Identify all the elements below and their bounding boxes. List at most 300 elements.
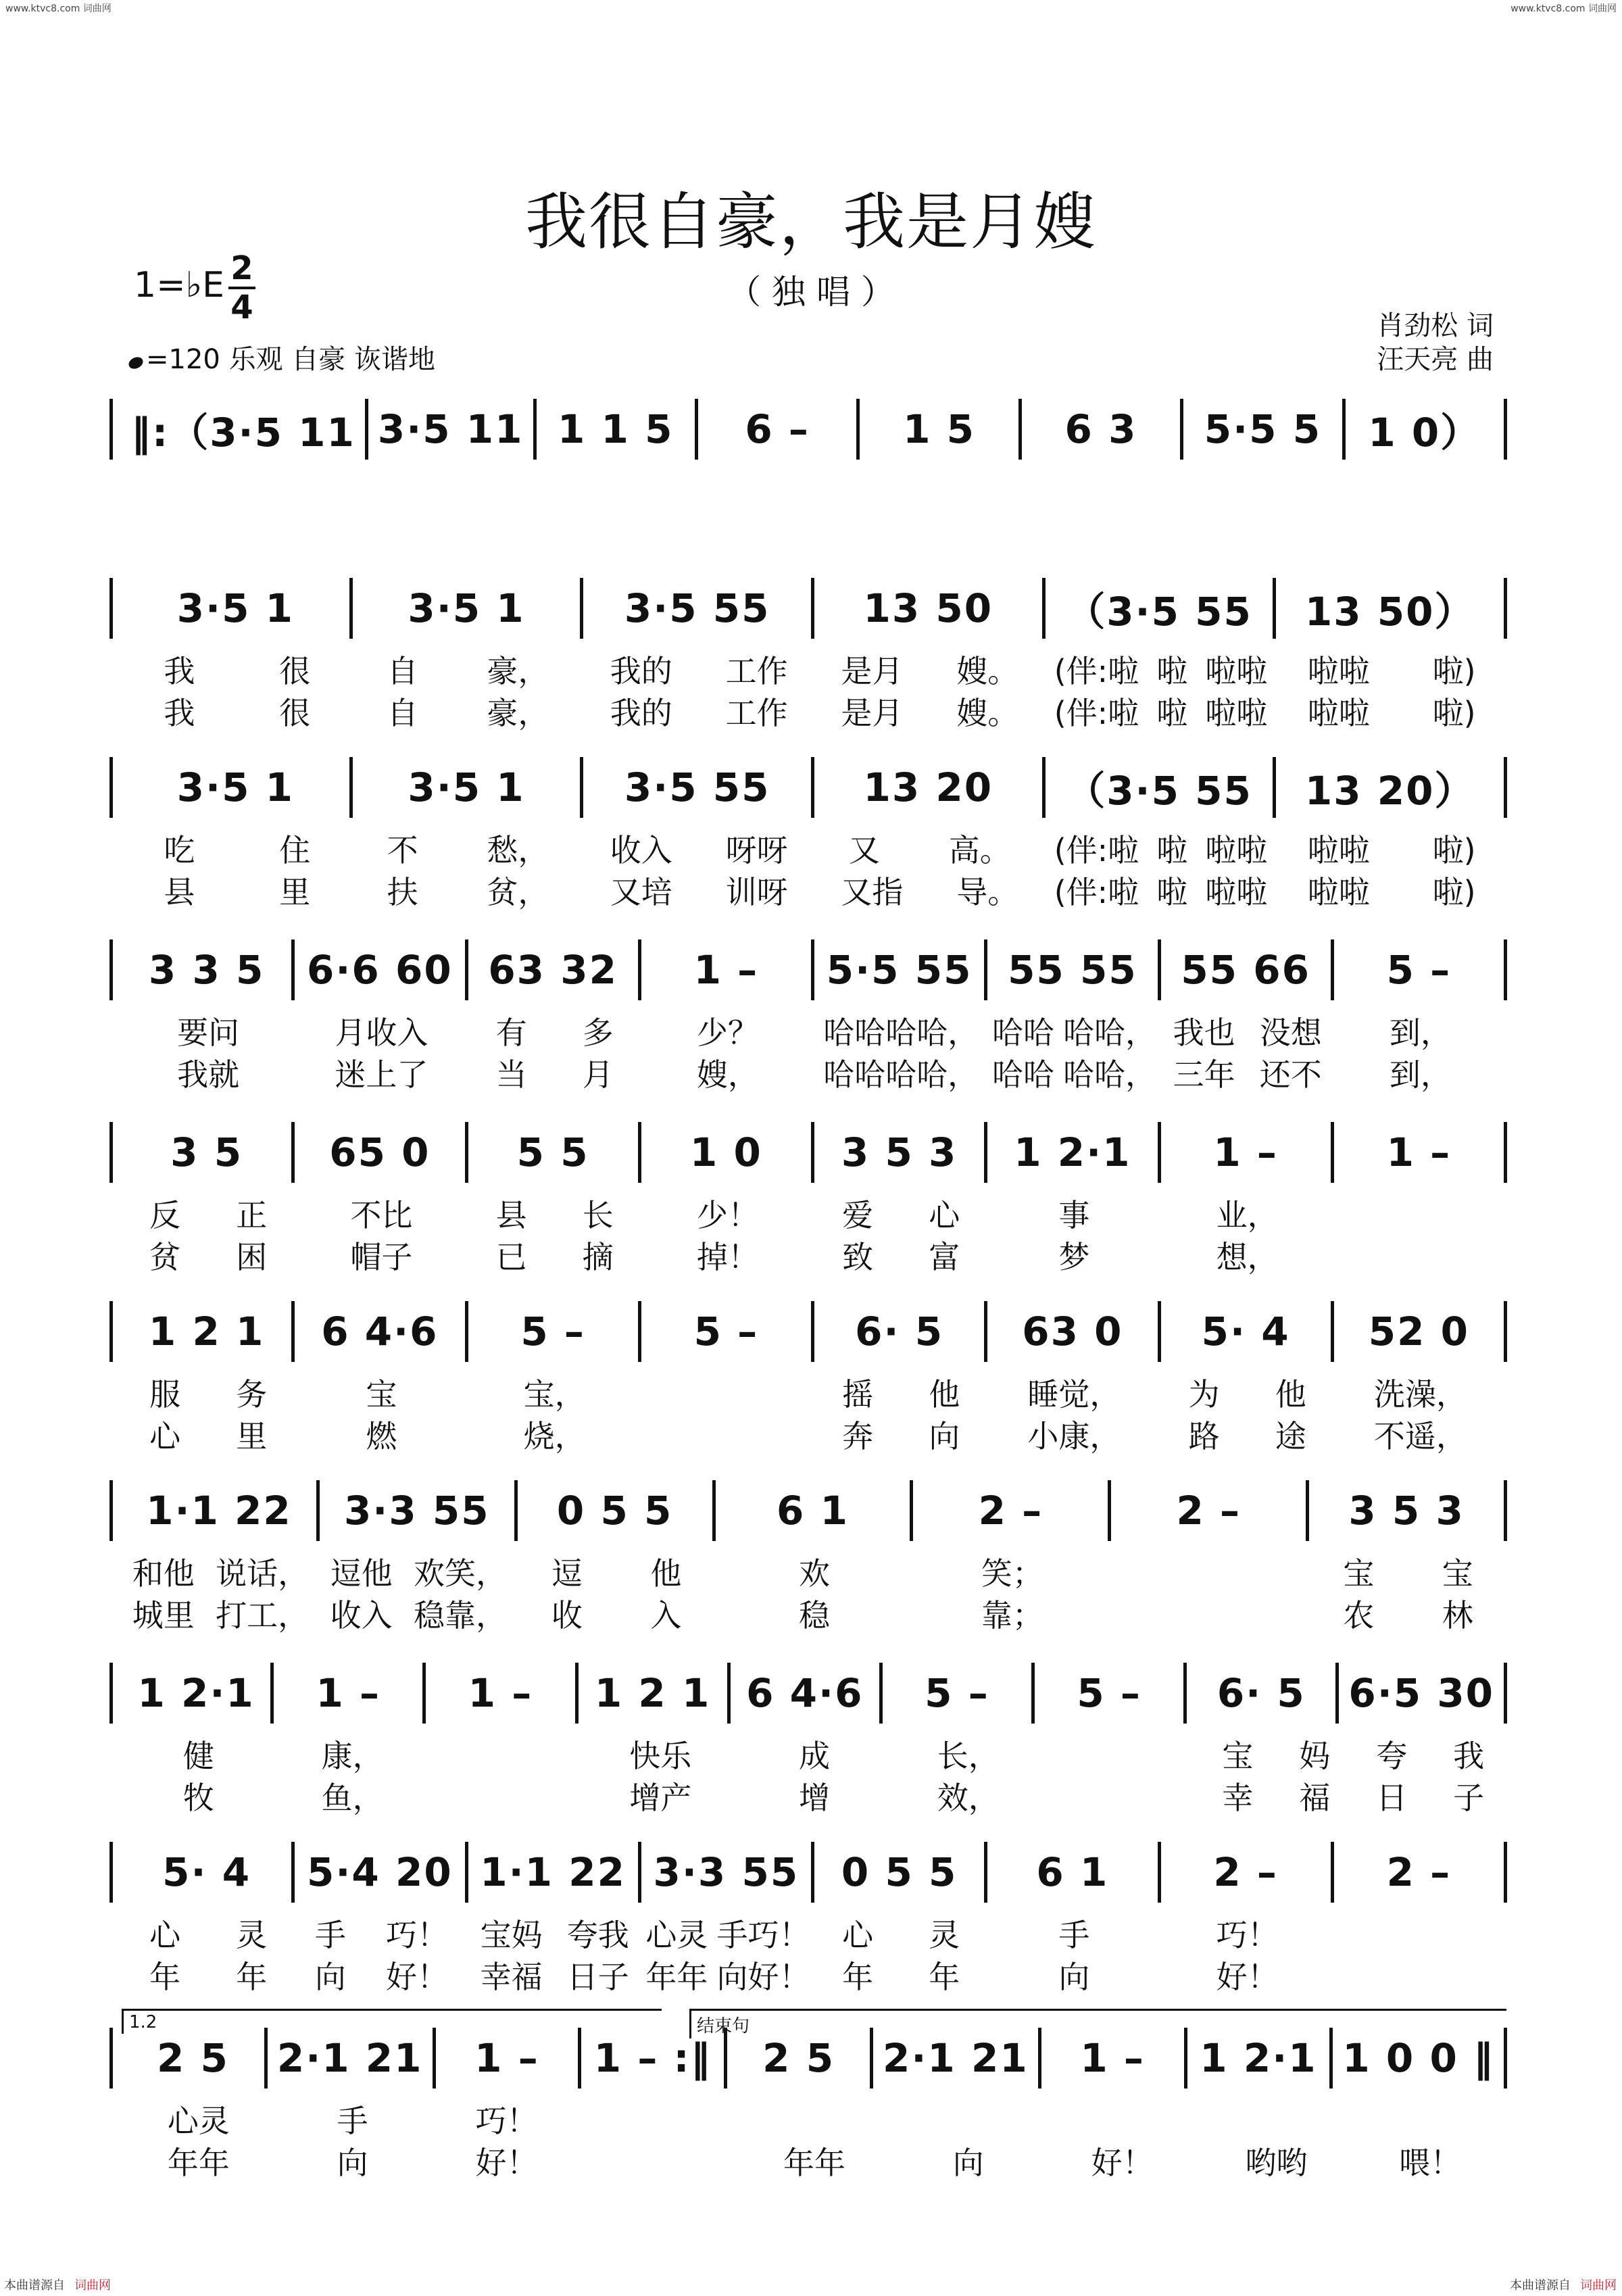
measure-notes: 6 4·6 <box>746 1670 864 1716</box>
lyric-word: 牧 <box>182 1780 214 1816</box>
measure-notes: 1 5 <box>903 406 976 452</box>
lyric-segment <box>814 647 1046 691</box>
lyric-segment <box>583 2097 737 2141</box>
lyric-word: 心 <box>842 1917 874 1953</box>
lyric-word: 梦 <box>1058 1239 1090 1275</box>
lyrics-verse-1 <box>122 1191 1507 1236</box>
lyric-word: 哟哟 <box>1245 2145 1308 2181</box>
lyric-segment <box>641 1008 814 1053</box>
lyric-word: 收 <box>551 1597 583 1634</box>
lyric-word: 心灵 <box>645 1917 708 1953</box>
lyric-word: 路 <box>1188 1418 1220 1455</box>
lyrics-verse-1 <box>122 2097 1507 2141</box>
measure-notes: 1 – <box>468 1670 533 1716</box>
lyric-word: 烧， <box>523 1418 586 1455</box>
lyric-word: 向 <box>929 1418 960 1455</box>
measure-notes: 1 0 <box>689 1129 762 1175</box>
lyric-word: 长， <box>937 1738 1000 1774</box>
lyric-word: 成 <box>799 1738 831 1774</box>
measure-notes: 13 20 <box>863 764 993 810</box>
lyric-segment <box>1046 2097 1200 2141</box>
lyric-segment <box>583 826 814 871</box>
measure-notes: 5·5 5 <box>1204 406 1322 452</box>
lyric-word: 嫂， <box>696 1056 759 1093</box>
lyric-word: 没想 <box>1259 1015 1322 1051</box>
lyric-word: 靠； <box>981 1597 1043 1634</box>
measure-notes: 5 – <box>1386 947 1452 993</box>
lyric-word: 奔 <box>842 1418 874 1455</box>
lyric-segment <box>1161 1191 1334 1236</box>
measure <box>814 939 987 1000</box>
measure-notes: 6 4·6 <box>321 1309 439 1354</box>
measure-notes: 55 66 <box>1181 947 1310 993</box>
lyric-word: 燃 <box>366 1418 397 1455</box>
lyric-segment <box>468 1412 641 1457</box>
measure <box>1046 578 1277 639</box>
lyric-segment <box>468 1953 641 1997</box>
measure-notes: （3·5 55 <box>1066 768 1252 814</box>
lyric-segment <box>430 2139 584 2183</box>
lyric-word: 心 <box>149 1418 181 1455</box>
measure-notes: 1 2·1 <box>137 1670 255 1716</box>
quarter-note-icon <box>127 355 145 371</box>
song-title: 我很自豪，我是月嫂 <box>524 186 1097 258</box>
lyric-segment <box>641 1412 814 1457</box>
measure <box>1334 939 1507 1000</box>
time-top: 2 <box>230 249 253 287</box>
measure-notes: 6 3 <box>1064 406 1137 452</box>
lyric-word: 说话， <box>216 1555 310 1592</box>
lyrics-verse-2 <box>122 1050 1507 1095</box>
lyric-word: 困 <box>236 1239 268 1275</box>
lyric-segment <box>641 1191 814 1236</box>
lyric-word: 啦啦 <box>1307 832 1370 869</box>
lyric-word: 吃 <box>164 832 195 869</box>
measure-notes: 6 1 <box>1036 1849 1109 1895</box>
measure-notes: 5· 4 <box>1201 1309 1290 1354</box>
measure-notes: 2·1 21 <box>883 2035 1029 2081</box>
lyric-segment <box>814 868 1046 912</box>
lyric-word: 打工， <box>216 1597 310 1634</box>
lyric-word: 啦啦 <box>1307 874 1370 910</box>
lyric-word: 农 <box>1343 1597 1375 1634</box>
lyric-word: 向 <box>337 2145 368 2181</box>
measure-notes: 1·1 22 <box>480 1849 626 1895</box>
lyric-segment <box>1046 647 1277 691</box>
lyric-word: 笑； <box>981 1555 1043 1592</box>
lyric-word: 摇 <box>842 1376 874 1413</box>
lyric-segment <box>583 868 814 912</box>
measure-row <box>122 578 1507 639</box>
footer-right-brand: 词曲网 <box>1580 2278 1617 2293</box>
measure-row <box>122 1480 1507 1541</box>
lyric-word: 三年 <box>1173 1056 1235 1093</box>
lyric-word: 年 <box>842 1959 874 1995</box>
lyric-word: 巧！ <box>475 2103 538 2139</box>
lyric-word: 年年 <box>645 1959 708 1995</box>
lyric-word: (伴:啦 <box>1054 653 1139 689</box>
measure-notes: 5·5 55 <box>826 947 973 993</box>
lyric-word: 洗澡， <box>1373 1376 1467 1413</box>
lyric-segment <box>737 2097 891 2141</box>
measure-notes: 1 – <box>316 1670 381 1716</box>
measure-row <box>122 2028 1507 2089</box>
measure <box>518 1480 716 1541</box>
measure-notes: 3·5 1 <box>176 764 294 810</box>
measure <box>468 1842 641 1903</box>
lyric-word: 夸 <box>1376 1738 1408 1774</box>
lyric-word: 哈哈哈哈， <box>823 1015 979 1051</box>
lyric-word: 我就 <box>177 1056 240 1093</box>
lyric-word: 入 <box>650 1597 682 1634</box>
lyric-word: 啦啦 <box>1307 695 1370 731</box>
lyric-segment <box>913 1549 1111 1594</box>
lyric-word: 很 <box>279 653 311 689</box>
measure-notes: 1·1 22 <box>146 1488 292 1534</box>
measure-notes: 3·5 55 <box>624 764 770 810</box>
lyric-word: 好！ <box>1091 2145 1154 2181</box>
lyric-word: 途 <box>1275 1418 1306 1455</box>
lyric-word: 福 <box>1299 1780 1331 1816</box>
lyric-word: 好！ <box>385 1959 448 1995</box>
score-row <box>122 2012 1507 2224</box>
lyric-word: 已 <box>495 1239 527 1275</box>
measure-notes: 3 5 3 <box>841 1129 958 1175</box>
lyric-word: 贫， <box>487 874 549 910</box>
lyric-segment <box>468 1370 641 1415</box>
lyric-segment <box>1309 1549 1507 1594</box>
measure <box>814 1842 987 1903</box>
measure-notes: 6· 5 <box>1216 1670 1306 1716</box>
measure-notes: 5 5 <box>516 1129 589 1175</box>
lyric-segment <box>430 1774 584 1818</box>
lyric-segment <box>1111 1591 1309 1636</box>
measure-row <box>122 399 1507 460</box>
measure-notes: 3·5 11 <box>377 406 524 452</box>
volta-ending-phrase: 结束句 <box>689 2009 1506 2038</box>
measure-notes: 3·3 55 <box>653 1849 800 1895</box>
lyric-word: 收入 <box>610 832 672 869</box>
lyric-word: 哈哈， <box>1062 1056 1156 1093</box>
lyrics-verse-1 <box>122 647 1507 691</box>
measure-notes: 2 – <box>978 1488 1043 1534</box>
measure-notes: 5 – <box>520 1309 585 1354</box>
lyric-word: 工作 <box>725 695 788 731</box>
lyric-segment <box>814 1008 987 1053</box>
measure <box>716 1480 914 1541</box>
lyric-word: 摘 <box>582 1239 614 1275</box>
measure <box>122 1301 295 1362</box>
lyric-segment <box>1161 1008 1334 1053</box>
measure <box>1187 1663 1339 1724</box>
lyric-word: 康， <box>321 1738 384 1774</box>
lyric-word: 有 <box>495 1015 527 1051</box>
lyric-word: 服 <box>149 1376 181 1413</box>
lyric-word: 是月 <box>841 695 904 731</box>
measure <box>537 399 698 460</box>
lyric-segment <box>122 1549 320 1594</box>
lyric-segment <box>1046 1732 1200 1776</box>
lyric-word: (伴:啦 <box>1054 832 1139 869</box>
lyric-segment <box>583 2139 737 2183</box>
lyrics-verse-1 <box>122 1732 1507 1776</box>
lyric-segment <box>295 1233 468 1277</box>
score-row <box>122 1301 1507 1497</box>
lyric-word: 欢 <box>799 1555 830 1592</box>
measure-row <box>122 1663 1507 1724</box>
lyric-segment <box>1199 2097 1353 2141</box>
measure-notes: 1 – <box>1213 1129 1278 1175</box>
lyric-segment <box>891 2139 1046 2183</box>
measure-notes: 6·6 60 <box>307 947 453 993</box>
lyric-segment <box>1334 1050 1507 1095</box>
lyric-word: 呀呀 <box>725 832 788 869</box>
measure-notes: 3 5 <box>170 1129 243 1175</box>
lyric-word: 还不 <box>1259 1056 1322 1093</box>
lyric-word: 宝 <box>1343 1555 1375 1592</box>
lyric-segment <box>814 1233 987 1277</box>
lyric-word: 工作 <box>725 653 788 689</box>
lyric-word: 里 <box>236 1418 268 1455</box>
measure <box>1334 1842 1507 1903</box>
measure-notes: 1 – <box>474 2035 539 2081</box>
measure <box>468 939 641 1000</box>
lyric-segment <box>583 647 814 691</box>
lyric-segment <box>295 1911 468 1955</box>
lyric-segment <box>1353 1732 1507 1776</box>
lyric-word: 啦) <box>1432 832 1476 869</box>
lyric-segment <box>468 1191 641 1236</box>
lyric-word: 好！ <box>475 2145 538 2181</box>
measure-notes: 2 – <box>1213 1849 1278 1895</box>
measure-notes: 6 1 <box>777 1488 849 1534</box>
measure <box>1041 2028 1187 2089</box>
lyrics-verse-2 <box>122 1774 1507 1818</box>
lyric-word: 鱼， <box>321 1780 384 1816</box>
lyric-word: 又指 <box>841 874 904 910</box>
lyric-word: 效， <box>937 1780 1000 1816</box>
lyricist-credit: 肖劲松 词 <box>1377 310 1494 341</box>
lyric-segment <box>1334 1953 1507 1997</box>
lyric-segment <box>1161 1233 1334 1277</box>
lyric-segment <box>518 1549 716 1594</box>
lyric-word: 贫 <box>149 1239 181 1275</box>
lyric-segment <box>1334 1911 1507 1955</box>
lyric-word: 自 <box>387 653 418 689</box>
measure-notes: 0 5 5 <box>841 1849 958 1895</box>
lyric-segment <box>1046 689 1277 733</box>
lyric-segment <box>1309 1591 1507 1636</box>
measure <box>913 1480 1111 1541</box>
footer-left-text: 本曲谱源自 <box>4 2278 65 2293</box>
lyric-word: (伴:啦 <box>1054 874 1139 910</box>
lyric-segment <box>1046 826 1277 871</box>
lyric-segment <box>353 647 584 691</box>
measure <box>353 757 584 818</box>
lyric-word: 心 <box>929 1197 960 1234</box>
measure <box>583 757 814 818</box>
measure <box>727 2028 873 2089</box>
lyric-word: 少？ <box>696 1015 759 1051</box>
measure <box>873 2028 1041 2089</box>
measure-notes: 1 – <box>1080 2035 1145 2081</box>
lyric-word: 我 <box>164 695 195 731</box>
lyric-word: 很 <box>279 695 311 731</box>
lyric-segment <box>468 1911 641 1955</box>
measure-notes: 1 – <box>693 947 759 993</box>
measure <box>641 1301 814 1362</box>
lyric-word: 灵 <box>929 1917 960 1953</box>
lyric-segment <box>814 826 1046 871</box>
lyric-word: 又培 <box>610 874 672 910</box>
measure <box>698 399 860 460</box>
lyric-word: 手 <box>337 2103 368 2139</box>
lyric-word: 哈哈， <box>1062 1015 1156 1051</box>
lyric-word: 哈哈 <box>991 1056 1054 1093</box>
lyric-segment <box>737 1732 891 1776</box>
lyric-word: 多 <box>582 1015 614 1051</box>
lyric-segment <box>641 1953 814 1997</box>
measure <box>1346 399 1507 460</box>
lyric-segment <box>1353 1774 1507 1818</box>
lyric-word: 稳靠， <box>413 1597 507 1634</box>
lyric-segment <box>353 689 584 733</box>
lyric-word: 愁， <box>487 832 549 869</box>
measure <box>1046 757 1277 818</box>
lyric-segment <box>295 1050 468 1095</box>
lyric-segment <box>891 1732 1046 1776</box>
lyric-word: 欢笑， <box>413 1555 507 1592</box>
measure <box>122 1480 320 1541</box>
measure-notes: 6·5 30 <box>1348 1670 1495 1716</box>
measure-notes: 5 – <box>925 1670 989 1716</box>
lyric-word: 城里 <box>132 1597 195 1634</box>
measure-notes: 63 0 <box>1022 1309 1123 1354</box>
measure <box>122 939 295 1000</box>
lyric-word: 住 <box>279 832 311 869</box>
lyric-segment <box>1046 2139 1200 2183</box>
measure-notes: 5 – <box>1077 1670 1141 1716</box>
lyric-word: 帽子 <box>350 1239 413 1275</box>
lyric-word: 啦啦 <box>1205 874 1268 910</box>
measure <box>122 2028 268 2089</box>
lyric-segment <box>1046 868 1277 912</box>
measure <box>268 2028 436 2089</box>
lyric-segment <box>276 2097 430 2141</box>
lyric-word: 高。 <box>948 832 1011 869</box>
lyric-segment <box>641 1050 814 1095</box>
lyric-word: 他 <box>650 1555 682 1592</box>
lyric-segment <box>468 1008 641 1053</box>
lyric-segment <box>122 1050 295 1095</box>
key-signature <box>134 265 224 306</box>
measure <box>426 1663 578 1724</box>
measure <box>1161 1301 1334 1362</box>
measure <box>1161 1842 1334 1903</box>
lyrics-verse-1 <box>122 1911 1507 1955</box>
lyric-segment <box>430 1732 584 1776</box>
lyric-word: 啦) <box>1432 695 1476 731</box>
lyric-word: 当 <box>495 1056 527 1093</box>
lyric-word: 啦啦 <box>1307 653 1370 689</box>
measure <box>1333 2028 1507 2089</box>
lyric-segment <box>295 1953 468 1997</box>
measure <box>1334 1122 1507 1183</box>
footer-left <box>4 2276 111 2293</box>
lyric-segment <box>122 1370 295 1415</box>
lyric-word: 我的 <box>610 653 672 689</box>
lyric-word: 不遥， <box>1373 1418 1467 1455</box>
lyric-segment <box>814 1191 987 1236</box>
lyric-word: 年 <box>929 1959 960 1995</box>
lyric-word: 迷上了 <box>335 1056 428 1093</box>
measure-notes: 55 55 <box>1008 947 1137 993</box>
lyric-segment <box>1161 1953 1334 1997</box>
measure <box>860 399 1021 460</box>
lyric-word: 富 <box>929 1239 960 1275</box>
measure-row <box>122 1301 1507 1362</box>
lyric-segment <box>122 1732 276 1776</box>
lyric-segment <box>1199 1774 1353 1818</box>
lyric-word: 自 <box>387 695 418 731</box>
lyric-word: 手巧！ <box>716 1917 810 1953</box>
lyric-word: 向 <box>314 1959 346 1995</box>
composer-credit: 汪天亮 曲 <box>1377 344 1494 375</box>
lyric-word: 向 <box>1058 1959 1090 1995</box>
measure <box>122 1122 295 1183</box>
measure-notes: 3·5 1 <box>408 585 525 631</box>
lyric-word: 增产 <box>629 1780 692 1816</box>
lyric-segment <box>641 1911 814 1955</box>
measure-notes: 1 0） <box>1368 410 1481 456</box>
lyric-segment <box>1334 1370 1507 1415</box>
measure-notes: 3 5 3 <box>1348 1488 1465 1534</box>
measure <box>1334 1301 1507 1362</box>
lyric-word: 他 <box>929 1376 960 1413</box>
lyric-segment <box>122 1233 295 1277</box>
footer-left-brand: 词曲网 <box>74 2278 111 2293</box>
lyric-segment <box>295 1412 468 1457</box>
lyric-segment <box>122 1591 320 1636</box>
lyric-segment <box>468 1233 641 1277</box>
measure <box>987 1842 1160 1903</box>
time-signature <box>228 251 255 324</box>
lyric-word: 长 <box>582 1197 614 1234</box>
lyric-word: 啦) <box>1432 653 1476 689</box>
lyric-word: 训呀 <box>725 874 788 910</box>
lyric-word: 稳 <box>799 1597 830 1634</box>
lyric-segment <box>1276 647 1507 691</box>
measure-notes: 1 1 5 <box>557 406 674 452</box>
lyric-word: 不比 <box>350 1197 413 1234</box>
measure <box>814 757 1046 818</box>
lyric-word: 啦啦 <box>1205 832 1268 869</box>
lyric-word: 手 <box>1058 1917 1090 1953</box>
volta-first-ending: 1.2 <box>122 2009 662 2034</box>
lyric-segment <box>122 689 353 733</box>
lyric-word: 嫂。 <box>956 695 1019 731</box>
measure <box>1161 939 1334 1000</box>
tempo-marking <box>128 338 435 376</box>
lyric-word: 逗他 <box>330 1555 393 1592</box>
lyric-segment <box>1111 1549 1309 1594</box>
measure-notes: 2 5 <box>156 2035 229 2081</box>
lyric-word: 年年 <box>783 2145 846 2181</box>
lyrics-verse-1 <box>122 826 1507 871</box>
lyric-segment <box>1161 1911 1334 1955</box>
measure <box>641 939 814 1000</box>
lyric-segment <box>122 1911 295 1955</box>
